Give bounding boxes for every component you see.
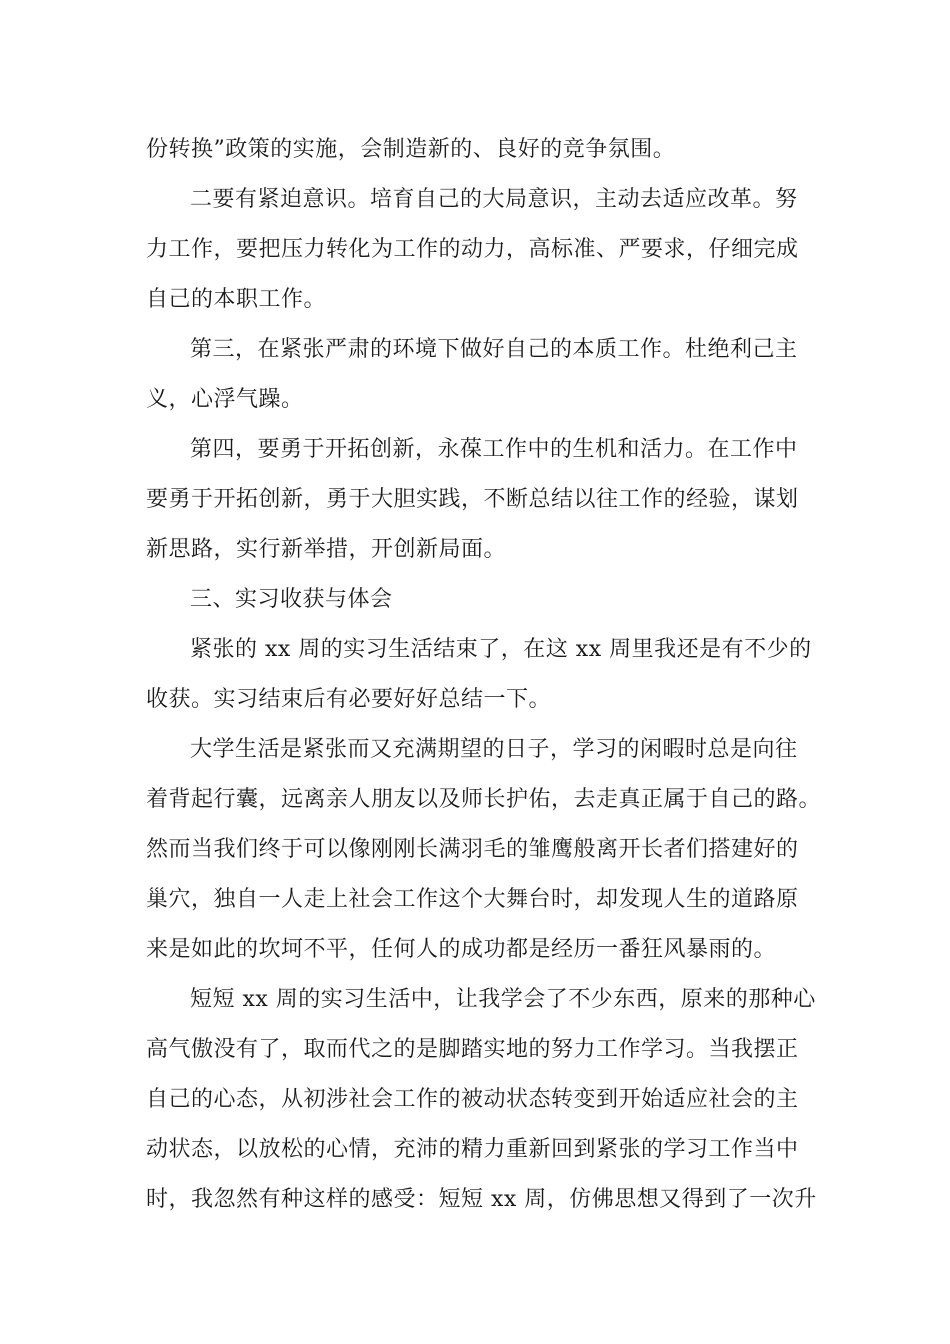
paragraph-start-line: 短短 xx 周的实习生活中，让我学会了不少东西，原来的那种心 xyxy=(190,987,816,1012)
text-line: 巢穴，独自一人走上社会工作这个大舞台时，却发现人生的道路原 xyxy=(146,887,799,912)
text-line: 然而当我们终于可以像刚刚长满羽毛的雏鹰般离开长者们搭建好的 xyxy=(146,837,799,862)
paragraph-start-line: 大学生活是紧张而又充满期望的日子，学习的闲暇时总是向往 xyxy=(190,737,798,762)
text-line: 时，我忽然有种这样的感受：短短 xx 周，仿佛思想又得到了一次升 xyxy=(146,1187,817,1212)
paragraph-start-line: 二要有紧迫意识。培育自己的大局意识，主动去适应改革。努 xyxy=(190,187,798,212)
paragraph-start-line: 第三，在紧张严肃的环境下做好自己的本质工作。杜绝利己主 xyxy=(190,337,798,362)
text-line: 义，心浮气躁。 xyxy=(146,387,304,412)
text-line: 着背起行囊，远离亲人朋友以及师长护佑，去走真正属于自己的路。 xyxy=(146,787,822,812)
text-line: 自己的本职工作。 xyxy=(146,287,327,312)
text-line: 高气傲没有了，取而代之的是脚踏实地的努力工作学习。当我摆正 xyxy=(146,1037,799,1062)
text-line: 自己的心态，从初涉社会工作的被动状态转变到开始适应社会的主 xyxy=(146,1087,799,1112)
paragraph-start-line: 第四，要勇于开拓创新，永葆工作中的生机和活力。在工作中 xyxy=(190,437,798,462)
text-line: 动状态，以放松的心情，充沛的精力重新回到紧张的学习工作当中 xyxy=(146,1137,799,1162)
section-heading: 三、实习收获与体会 xyxy=(190,587,393,612)
text-line: 收获。实习结束后有必要好好总结一下。 xyxy=(146,687,552,712)
text-line: 份转换”政策的实施，会制造新的、良好的竞争氛围。 xyxy=(146,137,676,162)
text-line: 要勇于开拓创新，勇于大胆实践，不断总结以往工作的经验，谋划 xyxy=(146,487,799,512)
text-line: 来是如此的坎坷不平，任何人的成功都是经历一番狂风暴雨的。 xyxy=(146,937,777,962)
text-line: 力工作，要把压力转化为工作的动力，高标准、严要求，仔细完成 xyxy=(146,237,799,262)
paragraph-start-line: 紧张的 xx 周的实习生活结束了，在这 xx 周里我还是有不少的 xyxy=(190,637,812,662)
text-line: 新思路，实行新举措，开创新局面。 xyxy=(146,537,507,562)
